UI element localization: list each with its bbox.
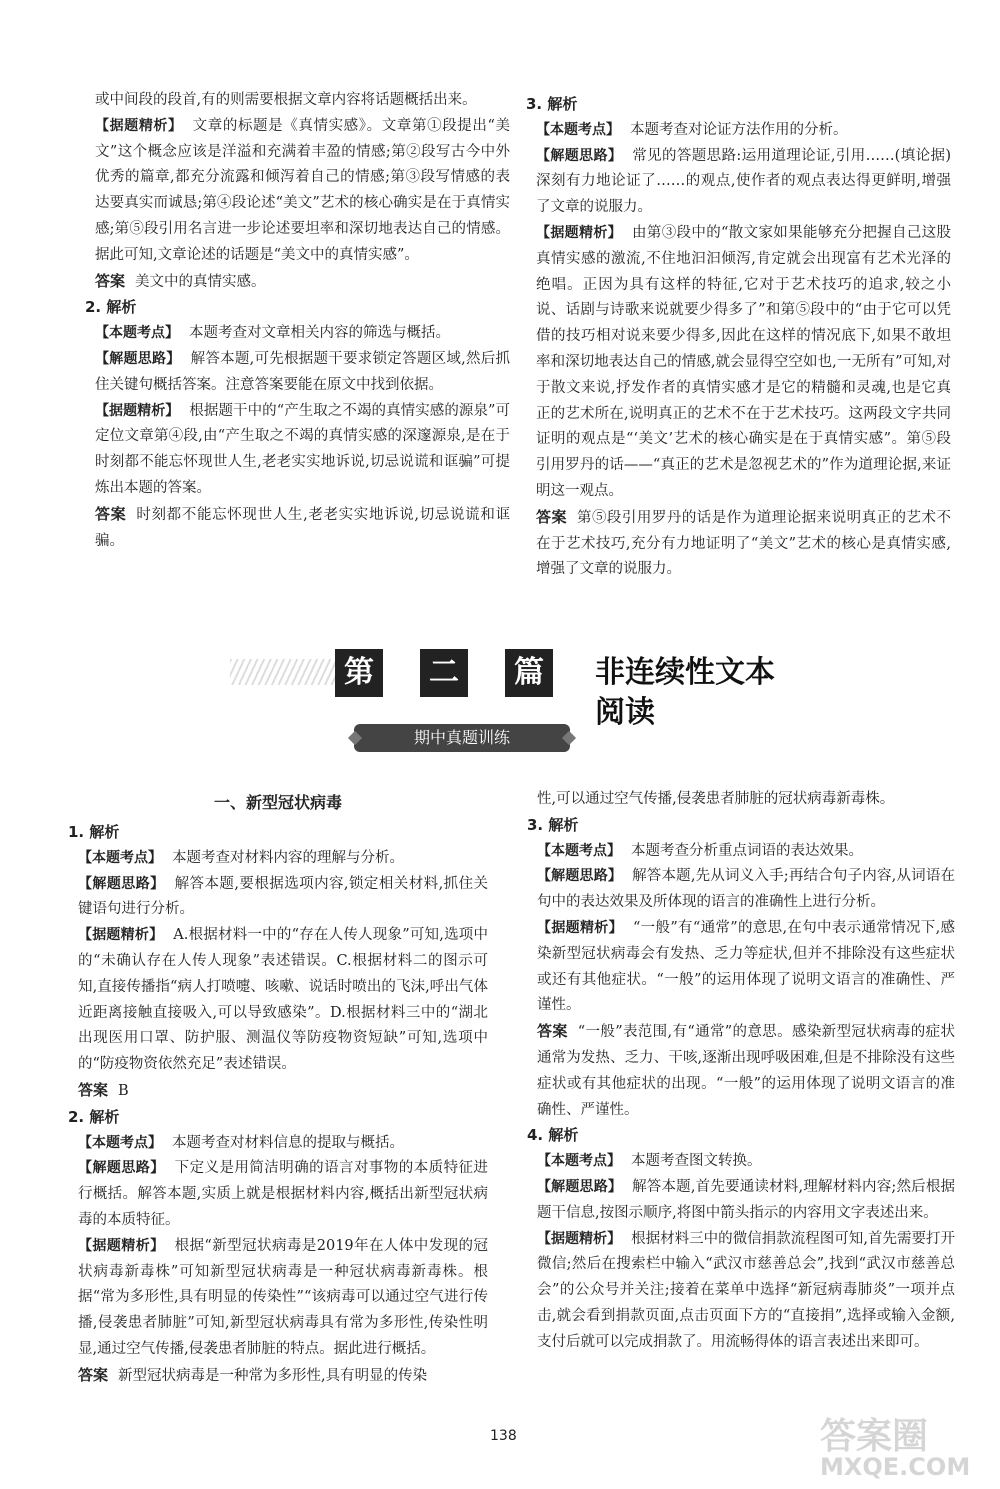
item-text: 新型冠状病毒是一种常为多形性,具有明显的传染 <box>118 1367 428 1384</box>
item-label: 【据题精析】 <box>78 927 164 944</box>
top-right-column <box>526 92 951 583</box>
answer-paragraph <box>85 502 510 555</box>
item-text: 解答本题,可先根据题干要求锁定答题区域,然后抓住关键句概括答案。注意答案要能在原文中找到依据。 <box>95 350 510 393</box>
analysis-paragraph <box>526 118 951 144</box>
item-label: 【据题精析】 <box>78 1237 165 1254</box>
item-text: 第⑤段引用罗丹的话是作为道理论据来说明真正的艺术不在于艺术技巧,充分有力地证明了“美文”艺术的核心是真情实感,增强了文章的说服力。 <box>536 509 951 578</box>
analysis-paragraph <box>527 1175 955 1227</box>
item-label: 【据题精析】 <box>537 1230 622 1247</box>
top-left-column <box>85 88 510 554</box>
item-label: 【解题思路】 <box>95 350 181 367</box>
item-text: 本题考查分析重点词语的表达效果。 <box>631 842 863 859</box>
paragraph: 或中间段的段首,有的则需要根据文章内容将话题概括出来。 <box>95 92 477 108</box>
analysis-paragraph <box>527 1227 955 1356</box>
section-tag: 期中真题训练 <box>354 724 570 752</box>
item-text: “一般”表范围,有“通常”的意思。感染新型冠状病毒的症状通常为发热、乏力、干咳,逐渐出现呼吸困难,但是不排除没有这些症状或有其他症状的出现。“一般”的运用体现了说明文语言的准确性、严谨性。 <box>537 1024 955 1118</box>
analysis-paragraph <box>527 916 955 1019</box>
left-decoration <box>230 659 340 685</box>
item-text: 根据材料三中的微信捐款流程图可知,首先需要打开微信;然后在搜索栏中输入“武汉市慈善总会”,找到“武汉市慈善总会”的公众号并关注;接着在菜单中选择“新冠病毒肺炎”一项并点击,就会看到捐款页面,点击页面下方的“直接捐”,选择或输入金额,支付后就可以完成捐款了。用流畅得体的语言表述出来即可。 <box>537 1230 956 1350</box>
answer-paragraph <box>68 1078 488 1105</box>
item-label: 答案 <box>95 504 127 523</box>
analysis-paragraph <box>85 399 510 502</box>
analysis-paragraph <box>68 846 488 872</box>
item-text: 解答本题,要根据选项内容,锁定相关材料,抓住关键语句进行分析。 <box>78 875 488 918</box>
analysis-paragraph <box>68 1131 488 1157</box>
watermark-line1: 答案圈 <box>820 1416 929 1457</box>
item-text: B <box>118 1082 129 1099</box>
item-label: 【据题精析】 <box>536 224 623 241</box>
item-label: 【解题思路】 <box>537 1178 623 1195</box>
item-label: 【据题精析】 <box>95 117 183 134</box>
item-label: 【据题精析】 <box>95 402 180 419</box>
analysis-paragraph <box>68 923 488 1078</box>
answer-paragraph <box>85 269 510 296</box>
watermark-logo <box>820 1408 985 1481</box>
item-text: 下定义是用简洁明确的语言对事物的本质特征进行概括。解答本题,实质上就是根据材料内容,概括出新型冠状病毒的本质特征。 <box>78 1160 489 1228</box>
answer-paragraph <box>527 1019 955 1123</box>
part-title: 非连续性文本阅读 <box>595 655 775 730</box>
analysis-paragraph <box>527 864 955 916</box>
item-label: 【本题考点】 <box>536 121 620 138</box>
analysis-paragraph <box>526 144 951 221</box>
item-text: 根据题干中的“产生取之不竭的真情实感的源泉”可定位文章第④段,由“产生取之不竭的真情实感的深邃源泉,是在于时刻都不能忘怀现世人生,老老实实地诉说,切忌说谎和诓骗”可提炼出本题的答案。 <box>95 402 510 496</box>
analysis-paragraph <box>85 347 510 399</box>
item-text: 由第③段中的“散文家如果能够充分把握自己这股真情实感的激流,不住地汩汩倾泻,肯定就会出现富有艺术光泽的绝唱。正因为具有这样的特征,它对于艺术技巧的追求,较之小说、话剧与诗歌来说就要少得多了”和第⑤段中的“由于它可以凭借的技巧相对说来要少得多,因此在这样的情况底下,如果不敢坦率和深切地表达自己的情感,就会显得空空如也,一无所有”可知,对于散文来说,抒发作者的真情实感才是它的精髓和灵魂,也是它真正的艺术所在,说明真正的艺术不在于艺术技巧。这两段文字共同证明的观点是“‘美文’艺术的核心确实是在于真情实感”。第⑤段引用罗丹的话——“真正的艺术是忽视艺术的”作为道理论据,来证明这一观点。 <box>536 224 952 499</box>
item-label: 【本题考点】 <box>78 849 162 866</box>
question-heading: 4. 解析 <box>527 1126 579 1145</box>
analysis-paragraph <box>527 1149 955 1175</box>
item-text: 时刻都不能忘怀现世人生,老老实实地诉说,切忌说谎和诓骗。 <box>95 506 510 549</box>
bottom-left-column <box>68 793 489 1390</box>
item-label: 【据题精析】 <box>537 919 623 936</box>
answer-paragraph <box>68 1363 488 1390</box>
item-label: 【解题思路】 <box>537 868 623 885</box>
analysis-paragraph <box>68 1156 488 1233</box>
item-label: 【本题考点】 <box>95 325 179 342</box>
analysis-paragraph <box>526 221 951 505</box>
item-label: 【本题考点】 <box>537 842 621 859</box>
item-text: 美文中的真情实感。 <box>135 273 266 290</box>
banner-char-di: 第 <box>335 649 383 697</box>
answer-paragraph <box>526 505 951 583</box>
question-heading: 1. 解析 <box>68 823 120 841</box>
analysis-paragraph <box>85 114 510 269</box>
item-label: 答案 <box>537 1022 568 1041</box>
bottom-right-column <box>527 787 955 1356</box>
item-text: A.根据材料一中的“存在人传人现象”可知,选项中的“未确认存在人传人现象”表述错误。C.根据材料二的图示可知,直接传播指“病人打喷嚏、咳嗽、说话时喷出的飞沫,呼出气体近距离接触直接吸入,可以导致感染”。D.根据材料三中的“湖北出现医用口罩、防护服、测温仪等防疫物资短缺”可知,选项中的“防疫物资依然充足”表述错误。 <box>78 927 489 1073</box>
item-label: 【解题思路】 <box>78 875 165 892</box>
part-banner <box>230 645 790 730</box>
item-label: 答案 <box>95 271 126 290</box>
item-text: “一般”有“通常”的意思,在句中表示通常情况下,感染新型冠状病毒会有发热、乏力等症状,但并不排除没有这些症状或还有其他症状。“一般”的运用体现了说明文语言的准确性、严谨性。 <box>537 919 956 1014</box>
banner-char-er: 二 <box>420 649 468 697</box>
watermark-line2: MXQE.COM <box>820 1453 971 1481</box>
section-title: 一、新型冠状病毒 <box>213 793 342 812</box>
item-text: 本题考查对材料内容的理解与分析。 <box>172 849 404 866</box>
analysis-paragraph <box>68 872 488 924</box>
paragraph: 性,可以通过空气传播,侵袭患者肺脏的冠状病毒新毒株。 <box>537 791 895 807</box>
item-text: 本题考查对论证方法作用的分析。 <box>630 121 848 138</box>
analysis-paragraph <box>68 1234 488 1363</box>
item-text: 解答本题,首先要通读材料,理解材料内容;然后根据题干信息,按图示顺序,将图中箭头指示的内容用文字表述出来。 <box>537 1178 956 1221</box>
banner-char-pian: 篇 <box>505 649 553 697</box>
item-label: 答案 <box>78 1365 109 1384</box>
item-label: 答案 <box>536 507 567 526</box>
item-text: 常见的答题思路:运用道理论证,引用……(填论据)深刻有力地论证了……的观点,使作者的观点表达得更鲜明,增强了文章的说服力。 <box>536 147 951 216</box>
analysis-paragraph <box>85 321 510 347</box>
question-heading: 2. 解析 <box>68 1107 120 1126</box>
item-text: 本题考查对文章相关内容的筛选与概括。 <box>189 325 450 342</box>
item-label: 【解题思路】 <box>536 147 623 164</box>
page-number: 138 <box>490 1428 517 1444</box>
item-text: 根据“新型冠状病毒是2019年在人体中发现的冠状病毒新毒株”可知新型冠状病毒是一种冠状病毒新毒株。根据“常为多形性,具有明显的传染性”“该病毒可以通过空气进行传播,侵袭患者肺脏”可知,新型冠状病毒具有常为多形性,传染性明显,通过空气传播,侵袭患者肺脏的特点。据此进行概括。 <box>78 1237 488 1357</box>
question-heading: 3. 解析 <box>527 815 579 834</box>
item-text: 本题考查图文转换。 <box>631 1153 762 1170</box>
item-label: 【本题考点】 <box>537 1153 621 1170</box>
item-label: 答案 <box>78 1080 109 1099</box>
bottom-left-body <box>68 820 488 1390</box>
item-label: 【解题思路】 <box>78 1160 165 1177</box>
question-heading: 2. 解析 <box>85 298 137 317</box>
item-text: 解答本题,先从词义入手;再结合句子内容,从词语在句中的表达效果及所体现的语言的准确性上进行分析。 <box>537 868 956 911</box>
item-label: 【本题考点】 <box>78 1134 162 1151</box>
item-text: 本题考查对材料信息的提取与概括。 <box>172 1134 404 1151</box>
question-heading: 3. 解析 <box>526 95 578 113</box>
analysis-paragraph <box>527 839 955 865</box>
item-text: 文章的标题是《真情实感》。文章第①段提出“美文”这个概念应该是洋溢和充满着丰盈的情感;第②段写古今中外优秀的篇章,都充分流露和倾泻着自己的情感;第③段写情感的表达要真实而诚恳;第④段论述“美文”艺术的核心确实是在于真情实感;第⑤段引用名言进一步论述要坦率和深切地表达自己的情感。据此可知,文章论述的话题是“美文中的真情实感”。 <box>95 117 511 263</box>
